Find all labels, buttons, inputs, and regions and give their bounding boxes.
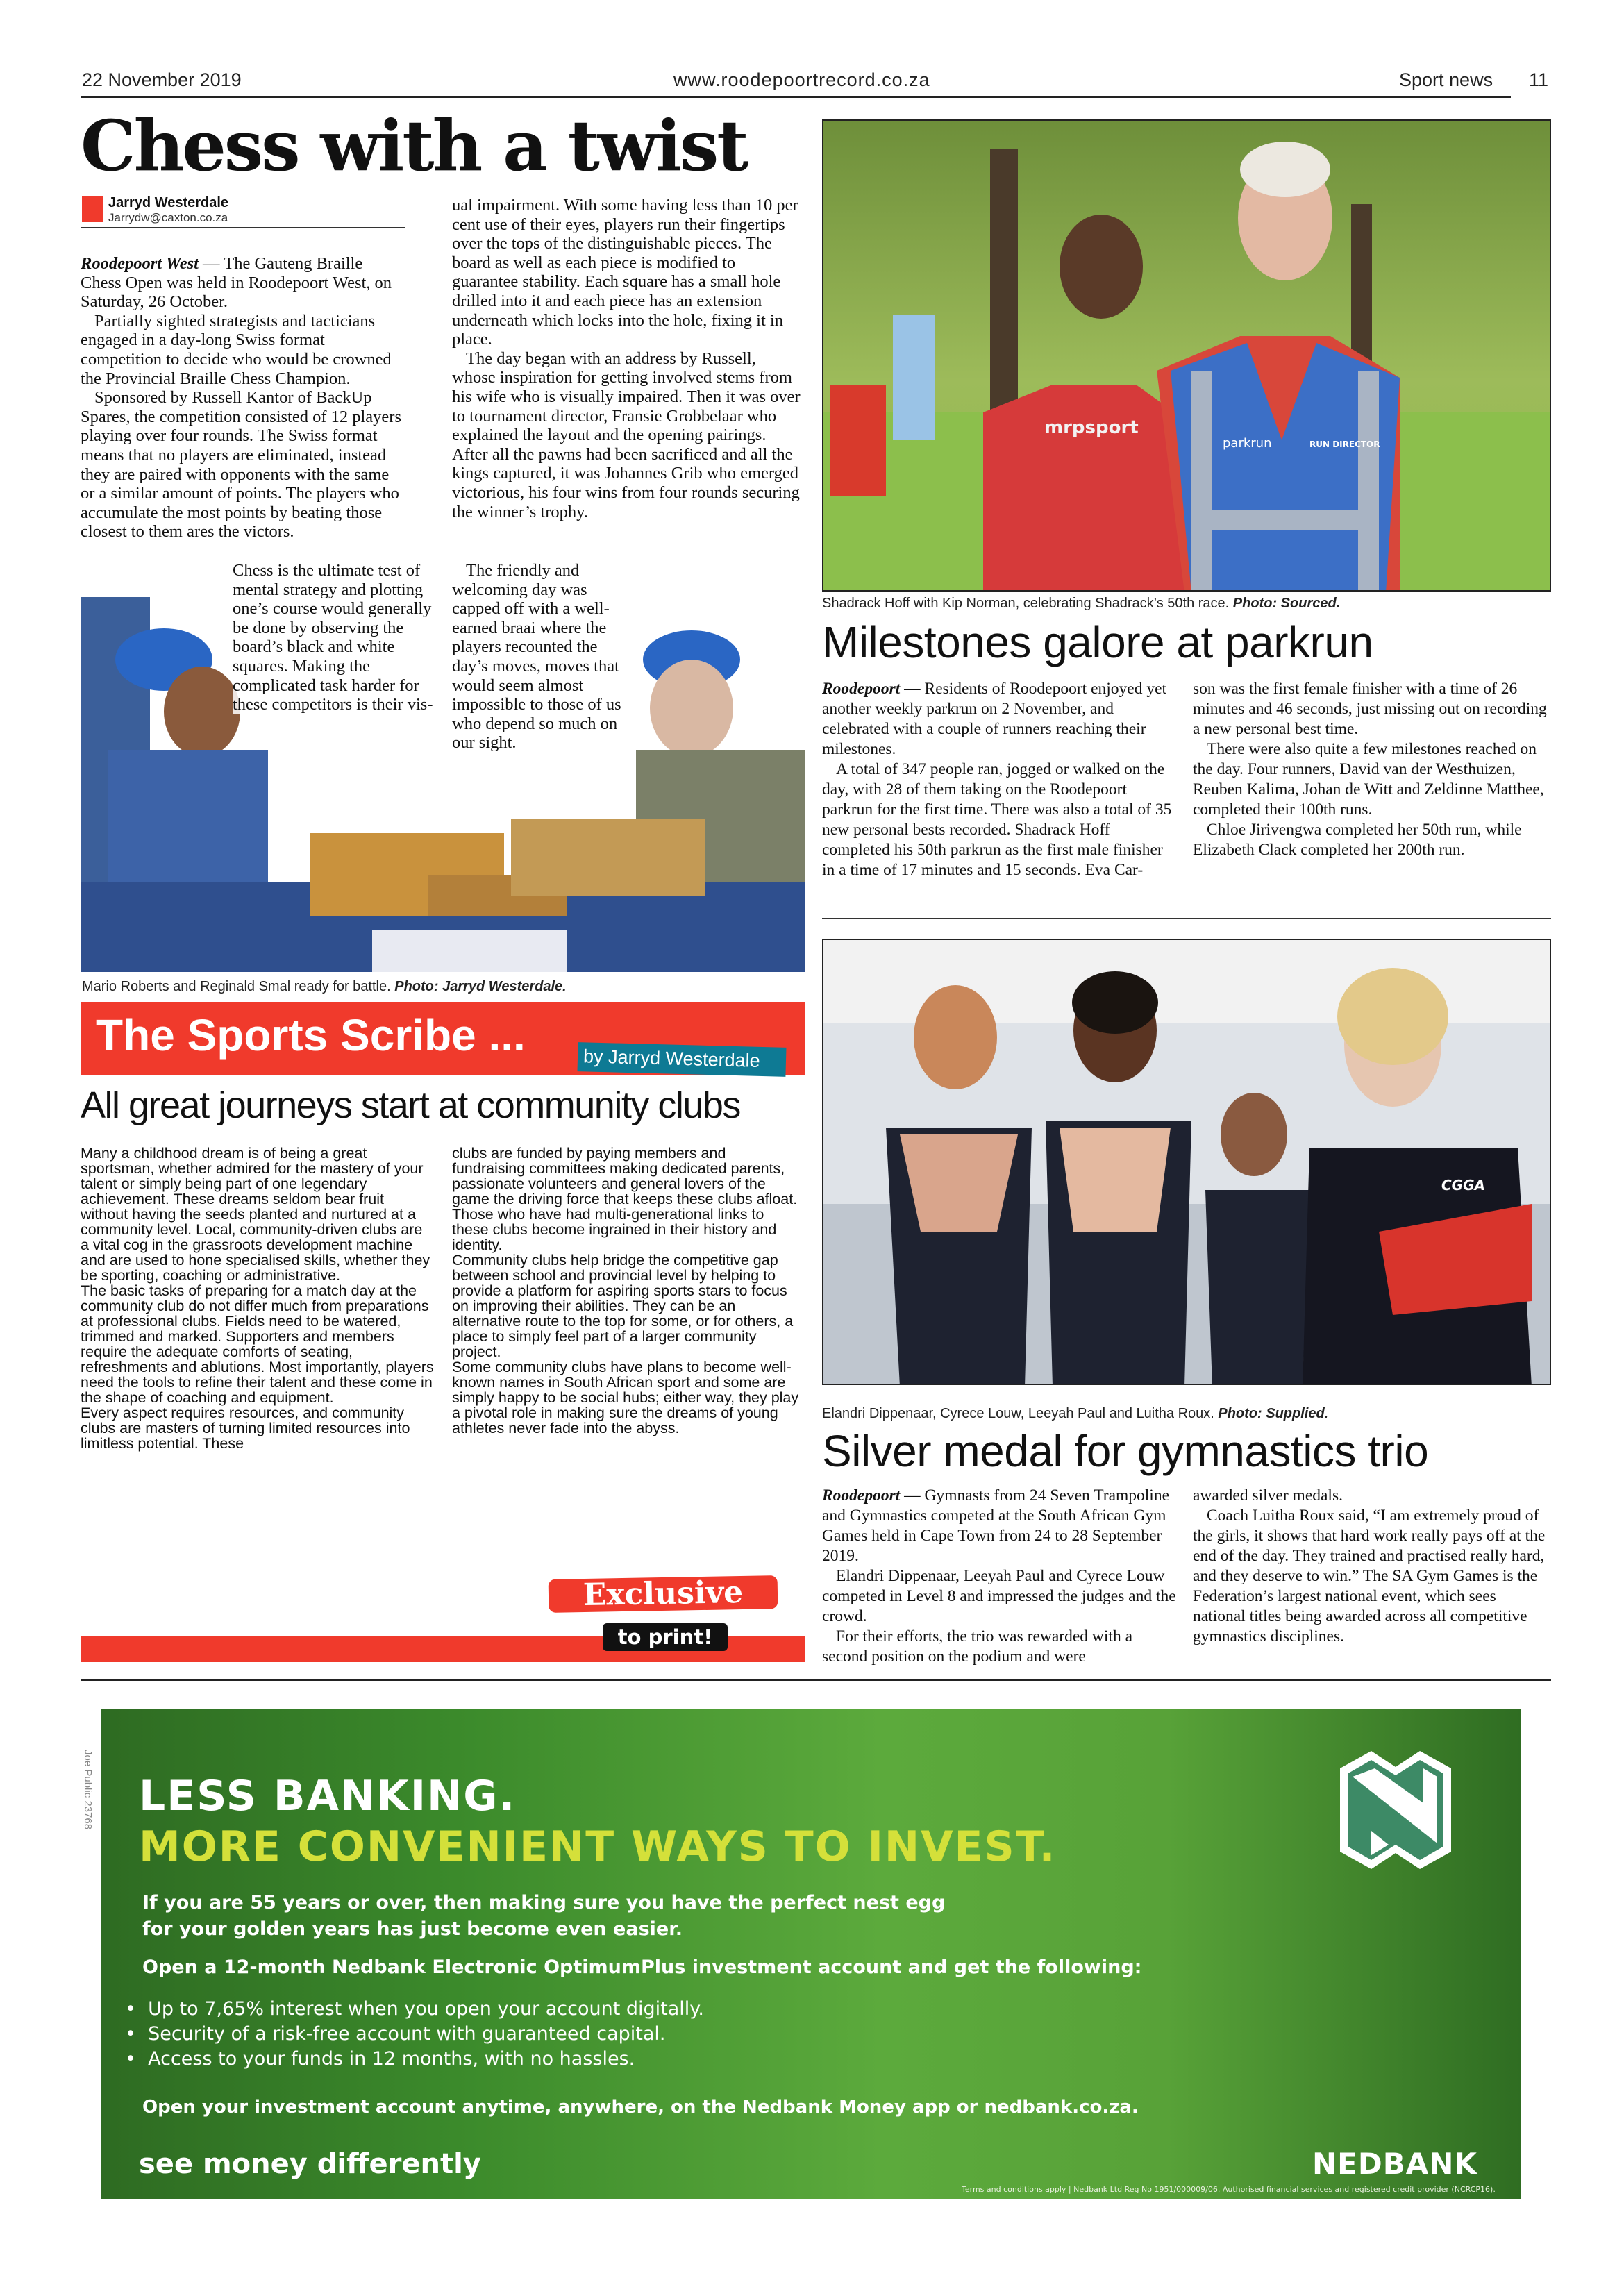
scribe-paragraph: The basic tasks of preparing for a match day at the community club do not differ much from preparations at professional clubs. Fields need to be watered, trimmed and marked. Supporters and members require the adequate comforts of seating, refreshments and ablutions. Most importantly, players need the tools to refine their talent and these come in the shape of coaching and equipment. (81, 1282, 434, 1406)
byline-email[interactable]: Jarrydw@caxton.co.za (108, 211, 228, 224)
parkrun-runners-illustration (823, 121, 1551, 592)
ad-intro-line-1: If you are 55 years or over, then making sure you have the perfect nest egg (142, 1892, 946, 1913)
ad-separator-rule (81, 1679, 1551, 1681)
parkrun-photo (822, 119, 1551, 592)
chess-col1 (81, 254, 407, 542)
chess-paragraph: The friendly and welcoming day was capped off with a well-earned braai where the players recounted the day’s moves, moves that would seem almost impossible to those of us who depend so much on our sight. (452, 561, 621, 753)
scribe-col2 (452, 1146, 803, 1436)
chess-col2 (452, 196, 803, 521)
chess-caption: Mario Roberts and Reginald Smal ready for battle. Photo: Jarryd Westerdale. (82, 979, 567, 994)
issue-date: 22 November 2019 (82, 69, 242, 90)
scribe-paragraph: Some community clubs have plans to become well-known names in South African sport and some are simply happy to be social hubs; either way, they play a pivotal role in making sure the dreams of young athletes never fade into the abyss. (452, 1359, 799, 1436)
website-url[interactable]: www.roodepoortrecord.co.za (673, 69, 930, 90)
parkrun-rule (822, 918, 1551, 919)
cgga-logo: CGGA (1441, 1177, 1485, 1193)
byline-marker (82, 196, 103, 222)
parkrun-paragraph: Chloe Jirivengwa completed her 50th run, while Elizabeth Clack completed her 200th run. (1193, 821, 1522, 859)
parkrun-caption: Shadrack Hoff with Kip Norman, celebrating Shadrack’s 50th race. Photo: Sourced. (822, 596, 1341, 611)
chess-photo (81, 542, 805, 972)
scribe-paragraph: Every aspect requires resources, and community clubs are masters of turning limited resources into limitless potential. These (81, 1405, 410, 1452)
chess-col2-wrap (452, 561, 633, 753)
byline-rule (81, 227, 405, 228)
chess-players-illustration (81, 542, 805, 972)
ad-bullet: • Up to 7,65% interest when you open your account digitally. (125, 1998, 705, 2020)
exclusive-badge: Exclusive (549, 1575, 778, 1613)
section-name: Sport news (1399, 69, 1493, 90)
scribe-paragraph: Many a childhood dream is of being a great sportsman, whether admired for the mastery of your talent or simply being part of one legendary achievement. These dreams seldom bear fruit without having the seeds planted and nurtured at a community level. Local, community-driven clubs are a vital cog in the grassroots development machine and are used to hone specialised skills, whether they be sporting, coaching or administrative. (81, 1145, 430, 1284)
parkrun-paragraph: son was the first female finisher with a time of 26 minutes and 46 seconds, just missing out on recording a new personal best time. (1193, 680, 1547, 738)
parkrun-col1 (822, 679, 1176, 880)
photo-credit: Photo: Jarryd Westerdale. (394, 979, 567, 994)
ad-headline-1: LESS BANKING. (139, 1772, 517, 1820)
scribe-col1 (81, 1146, 435, 1451)
gymnastics-paragraph: — Gymnasts from 24 Seven Trampoline and Gymnastics competed at the South African Gym Games held in Cape Town from 24 to 28 September 2019. (822, 1486, 1170, 1565)
chess-paragraph: Sponsored by Russell Kantor of BackUp Spares, the competition consisted of 12 players playing over four rounds. The Swiss format means that no players are eliminated, instead they are paired with opponents with the same or a similar amount of points. The players who accumulate the most points by beating those closest to them ares the victors. (81, 388, 401, 542)
parkrun-col2 (1193, 679, 1547, 860)
mrpsport-logo: mrpsport (1044, 417, 1139, 438)
ad-offer: Open a 12-month Nedbank Electronic OptimumPlus investment account and get the following: (142, 1956, 1142, 1978)
ad-headline-2: MORE CONVENIENT WAYS TO INVEST. (139, 1822, 1057, 1871)
run-director-label: RUN DIRECTOR (1309, 439, 1380, 449)
gymnastics-dateline: Roodepoort (822, 1486, 901, 1505)
chess-paragraph: Partially sighted strategists and tacticians engaged in a day-long Swiss format competition to decide who would be crowned the Provincial Braille Chess Champion. (81, 311, 392, 388)
gymnastics-paragraph: awarded silver medals. (1193, 1486, 1343, 1505)
parkrun-paragraph: A total of 347 people ran, jogged or walked on the day, with 28 of them taking on the Roodepoort parkrun for the first time. There was also a total of 35 new personal bests recorded. Shadrack Hoff completed his 50th parkrun as the first male finisher in a time of 17 minutes and 15 seconds. Eva Car- (822, 760, 1172, 879)
gymnasts-illustration (823, 940, 1551, 1385)
byline-name: Jarryd Westerdale (108, 195, 229, 210)
nedbank-logo-icon (1333, 1748, 1458, 1872)
ad-intro-line-2: for your golden years has just become even easier. (142, 1918, 683, 1940)
gymnastics-col2 (1193, 1486, 1547, 1647)
gymnastics-col1 (822, 1486, 1176, 1667)
chess-paragraph: The day began with an address by Russell, whose inspiration for getting involved stems from his wife who is visually impaired. Then it was over to tournament director, Fransie Grobbelaar who explained the layout and the opening pairings. After all the pawns had been sacrificed and all the kings captured, it was Johannes Grib who emerged victorious, his four wins from four rounds securing the winner’s trophy. (452, 349, 801, 521)
photo-credit: Photo: Supplied. (1218, 1406, 1329, 1421)
chess-headline: Chess with a twist (81, 105, 747, 187)
scribe-paragraph: Community clubs help bridge the competitive gap between school and provincial level by helping to provide a platform for aspiring sports stars to focus on improving their abilities. They can be an alternative route to the top for some, or for others, a place to simply feel part of a larger community project. (452, 1252, 794, 1360)
to-print-badge: to print! (603, 1623, 728, 1651)
ad-cta[interactable]: Open your investment account anytime, anywhere, on the Nedbank Money app or nedbank.co.za. (142, 2097, 1139, 2118)
chess-col1-wrap (233, 561, 434, 714)
ad-bullet: • Access to your funds in 12 months, with no hassles. (125, 2048, 635, 2070)
page-number: 11 (1529, 69, 1549, 90)
gymnastics-caption: Elandri Dippenaar, Cyrece Louw, Leeyah Paul and Luitha Roux. Photo: Supplied. (822, 1406, 1329, 1421)
gymnastics-paragraph: Coach Luitha Roux said, “I am extremely proud of the girls, it shows that hard work really pays off at the end of the day. They trained and practised really hard, and they deserve to win.” The SA Gym Games is the Federation’s largest national event, which sees national titles being awarded across all competitive gymnastics disciplines. (1193, 1507, 1546, 1645)
sports-scribe-byline: by Jarryd Westerdale (578, 1042, 787, 1077)
gymnastics-headline: Silver medal for gymnastics trio (822, 1426, 1429, 1476)
gymnastics-photo (822, 939, 1551, 1385)
ad-bullet: • Security of a risk-free account with guaranteed capital. (125, 2023, 666, 2045)
sports-scribe-title: The Sports Scribe ... (96, 1010, 526, 1060)
photo-credit: Photo: Sourced. (1232, 596, 1341, 611)
agency-credit: Joe Public 23768 (82, 1750, 94, 1830)
parkrun-headline: Milestones galore at parkrun (822, 617, 1373, 667)
chess-dateline: Roodepoort West (81, 254, 199, 273)
nedbank-wordmark: NEDBANK (1312, 2147, 1477, 2181)
chess-paragraph: ual impairment. With some having less than 10 per cent use of their eyes, players run their fingertips over the tops of the distinguishable pieces. The board as well as each piece is modified to guarantee stability. Each square has a small hole drilled into it and each piece has an extension underneath which locks into the hole, fixing it in place. (452, 196, 798, 349)
chess-paragraph: — The Gauteng Braille Chess Open was held in Roodepoort West, on Saturday, 26 October. (81, 254, 392, 312)
header-rule (81, 96, 1511, 98)
ad-slogan: see money differently (139, 2148, 481, 2180)
parkrun-paragraph: — Residents of Roodepoort enjoyed yet another weekly parkrun on 2 November, and celebrated with a couple of runners reaching their milestones. (822, 680, 1167, 758)
parkrun-paragraph: There were also quite a few milestones reached on the day. Four runners, David van der Westhuizen, Reuben Kalima, Johan de Witt and Zeldinne Matthee, completed their 100th runs. (1193, 740, 1544, 819)
gymnastics-paragraph: Elandri Dippenaar, Leeyah Paul and Cyrece Louw competed in Level 8 and impressed the judges and the crowd. (822, 1567, 1176, 1625)
scribe-paragraph: clubs are funded by paying members and fundraising committees making dedicated parents, passionate volunteers and general lovers of the game the driving force that keeps these clubs afloat. Those who have had multi-generational links to these clubs become ingrained in their history and identity. (452, 1145, 798, 1253)
chess-paragraph: Chess is the ultimate test of mental strategy and plotting one’s course would generally be done by observing the board’s black and white squares. Making the complicated task harder for these competitors is their vis- (233, 561, 433, 714)
gymnastics-paragraph: For their efforts, the trio was rewarded with a second position on the podium and were (822, 1627, 1133, 1666)
parkrun-logo: parkrun (1223, 436, 1272, 451)
ad-legal-text: Terms and conditions apply | Nedbank Ltd Reg No 1951/000009/06. Authorised financial services and registered credit provider (NCRCP16). (962, 2185, 1496, 2194)
scribe-headline: All great journeys start at community clubs (81, 1084, 740, 1126)
parkrun-dateline: Roodepoort (822, 680, 901, 698)
